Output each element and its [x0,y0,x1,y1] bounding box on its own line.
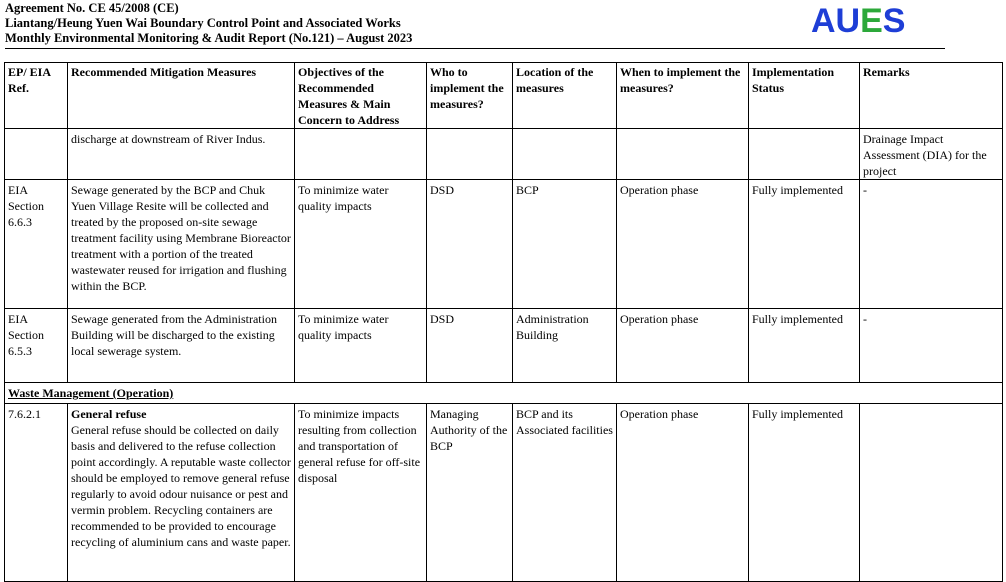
cell-when: Operation phase [617,180,749,309]
cell-who: DSD [427,309,513,383]
cell-who: Managing Authority of the BCP [427,404,513,582]
cell-objective: To minimize water quality impacts [295,180,427,309]
table-row [5,129,1003,180]
logo-text-e: E [860,2,883,40]
table-header-row [5,63,1003,129]
column-header-when: When to implement the measures? [617,63,749,129]
cell-remarks: - [860,309,1003,383]
cell-status [749,129,860,180]
cell-remarks: Drainage Impact Assessment (DIA) for the project [860,129,1003,180]
cell-when: Operation phase [617,309,749,383]
column-header-remarks: Remarks [860,63,1003,129]
cell-ref [5,129,68,180]
report-header [5,0,945,49]
column-header-ref: EP/ EIA Ref. [5,63,68,129]
measure-title: General refuse [71,407,147,421]
column-header-measures: Recommended Mitigation Measures [68,63,295,129]
table-row [5,404,1003,582]
cell-status: Fully implemented [749,180,860,309]
mitigation-measures-table [4,62,1003,582]
aues-logo [811,1,905,41]
cell-location [513,129,617,180]
section-heading-row [5,383,1003,404]
cell-status: Fully implemented [749,404,860,582]
report-title: Monthly Environmental Monitoring & Audit Report (No.121) – August 2023 [5,31,413,45]
cell-objective: To minimize water quality impacts [295,309,427,383]
table-row [5,180,1003,309]
cell-location: BCP [513,180,617,309]
cell-location: BCP and its Associated facilities [513,404,617,582]
column-header-who: Who to implement the measures? [427,63,513,129]
cell-objective [295,129,427,180]
cell-ref: EIA Section 6.6.3 [5,180,68,309]
cell-remarks: - [860,180,1003,309]
cell-who [427,129,513,180]
cell-location: Administration Building [513,309,617,383]
column-header-objectives: Objectives of the Recommended Measures & Main Concern to Address [295,63,427,129]
cell-who: DSD [427,180,513,309]
section-heading-waste-management: Waste Management (Operation) [5,383,1003,404]
cell-measure [68,404,295,582]
table-row [5,309,1003,383]
cell-ref: 7.6.2.1 [5,404,68,582]
cell-when [617,129,749,180]
logo-text-s: S [882,2,906,40]
cell-remarks [860,404,1003,582]
column-header-status: Implementation Status [749,63,860,129]
project-title: Liantang/Heung Yuen Wai Boundary Control Point and Associated Works [5,16,401,30]
measure-text: General refuse should be collected on daily basis and delivered to the refuse collection point accordingly. A reputable waste collector should be employed to remove general refuse regularly to avoid odour nuisance or pest and vermin problem. Recycling containers are recommended to be provided to encourage recycling of aluminium cans and waste paper. [71,423,291,549]
cell-measure: Sewage generated from the Administration Building will be discharged to the existing local sewerage system. [68,309,295,383]
column-header-location: Location of the measures [513,63,617,129]
cell-when: Operation phase [617,404,749,582]
logo-text-au: AU [811,2,861,40]
agreement-number: Agreement No. CE 45/2008 (CE) [5,1,179,15]
cell-objective: To minimize impacts resulting from collection and transportation of general refuse for off-site disposal [295,404,427,582]
cell-measure: discharge at downstream of River Indus. [68,129,295,180]
cell-ref: EIA Section 6.5.3 [5,309,68,383]
cell-measure: Sewage generated by the BCP and Chuk Yuen Village Resite will be collected and treated by the proposed on-site sewage treatment facility using Membrane Bioreactor treatment with a portion of the treated wastewater reused for irrigation and flushing within the BCP. [68,180,295,309]
cell-status: Fully implemented [749,309,860,383]
